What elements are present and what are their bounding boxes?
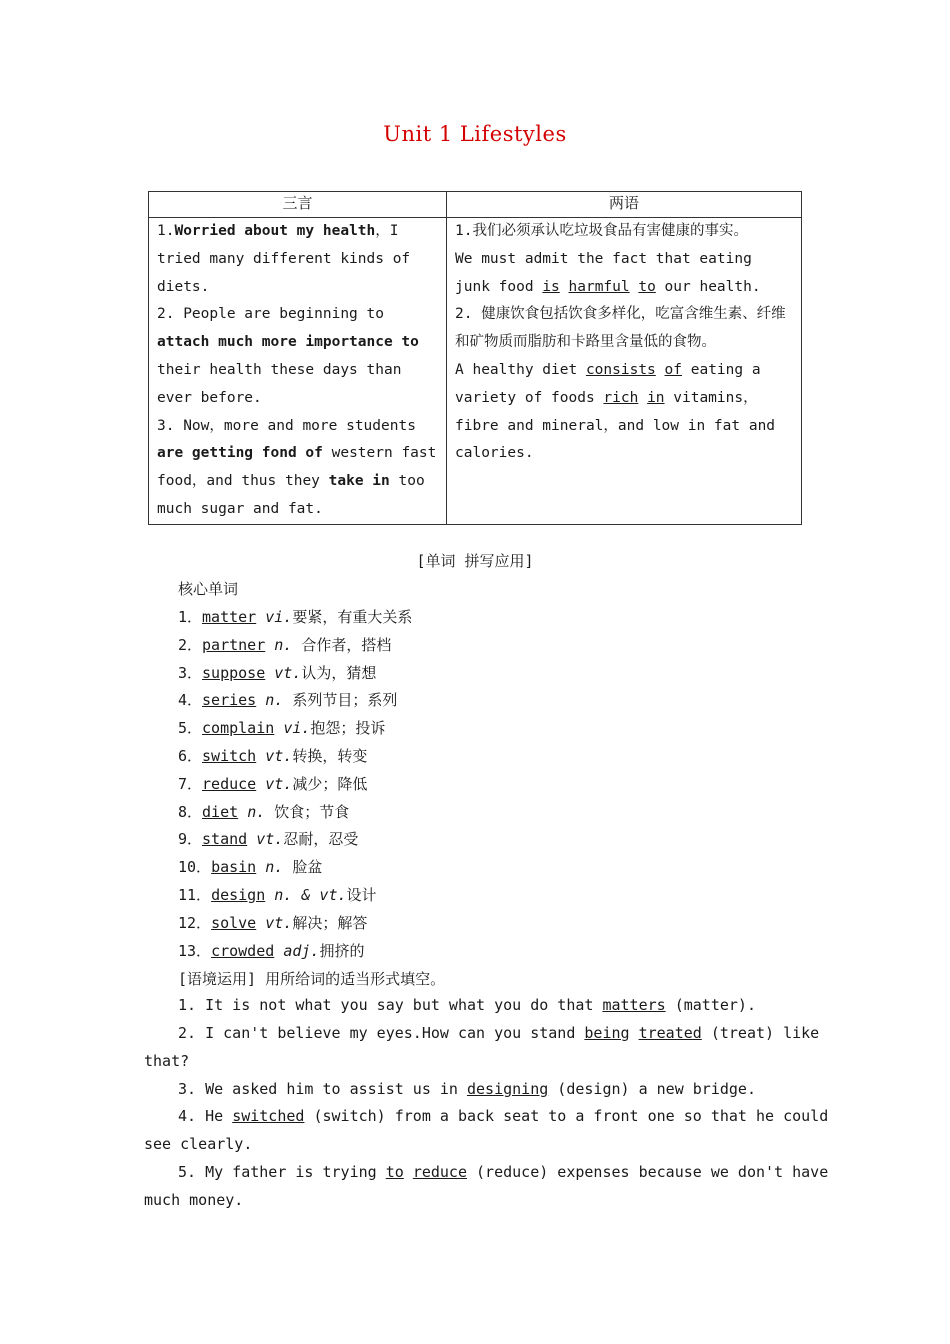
blank-answer: is: [542, 278, 560, 295]
part-of-speech: n. & vt.: [274, 886, 347, 904]
word-answer: basin: [211, 858, 257, 877]
word-meaning: 设计: [346, 886, 377, 904]
word-item: [178, 801, 349, 822]
part-of-speech: n.: [247, 802, 266, 821]
core-words-label: 核心单词: [178, 580, 239, 598]
part-of-speech: vt.: [256, 830, 284, 849]
exercise-5: 5. My father is trying to reduce (reduce) expenses because we don't have: [178, 1163, 829, 1181]
word-number: 11．: [178, 886, 212, 904]
blank-answer: consists: [585, 361, 656, 378]
word-answer: solve: [211, 913, 257, 932]
exercise-4-cont: see clearly.: [144, 1135, 253, 1153]
part-of-speech: n.: [265, 691, 284, 710]
exercise-5-cont: much money.: [144, 1191, 244, 1209]
word-meaning: 减少；降低: [292, 774, 368, 793]
word-answer: series: [202, 691, 257, 710]
part-of-speech: vi.: [283, 719, 311, 738]
exercise-2-cont: that?: [144, 1052, 190, 1070]
word-number: 12．: [178, 913, 212, 932]
answer: designing: [466, 1080, 549, 1098]
word-number: 5．: [178, 719, 203, 738]
exercise-1: 1. It is not what you say but what you do that matters (matter).: [178, 996, 756, 1014]
table-cell-right: [447, 218, 802, 525]
exercise-2: 2. I can't believe my eyes.How can you stand being treated (treat) like: [178, 1024, 820, 1042]
word-item: [178, 828, 358, 849]
word-meaning: 拥挤的: [319, 941, 365, 960]
word-item: [178, 856, 322, 877]
part-of-speech: vt.: [265, 774, 293, 793]
key-phrase: Worried about my health: [174, 223, 376, 239]
part-of-speech: vt.: [274, 663, 302, 682]
blank-answer: of: [664, 361, 682, 378]
blank-answer: harmful: [568, 278, 630, 295]
page-title: Unit 1 Lifestyles: [383, 122, 567, 146]
word-meaning: 忍耐，忍受: [283, 830, 359, 849]
word-number: 1．: [178, 608, 203, 626]
word-item: [178, 634, 391, 655]
answer: to: [385, 1163, 404, 1181]
word-meaning: 合作者，搭档: [292, 635, 392, 654]
word-answer: suppose: [202, 663, 266, 682]
word-answer: switch: [202, 747, 257, 765]
word-meaning: 认为，猜想: [301, 663, 377, 682]
word-meaning: 解决；解答: [292, 913, 368, 932]
table-header-left: 三言: [149, 192, 447, 218]
blank-answer: rich: [603, 389, 639, 406]
exercise-3: 3. We asked him to assist us in designing (design) a new bridge.: [178, 1080, 756, 1098]
word-number: 7．: [178, 774, 203, 793]
word-number: 6．: [178, 747, 203, 765]
word-meaning: 饮食；节食: [265, 802, 350, 821]
word-item: [178, 912, 367, 933]
answer: reduce: [412, 1163, 467, 1181]
answer: switched: [232, 1107, 305, 1125]
translation-1-en: We must admit the fact that eating junk food is harmful to our health.: [455, 250, 761, 295]
key-phrase: attach much more importance to: [157, 334, 419, 351]
translation-2-cn: 2. 健康饮食包括饮食多样化，吃富含维生素、纤维和矿物质而脂肪和卡路里含量低的食物。: [455, 306, 786, 351]
word-meaning: 系列节目；系列: [283, 691, 398, 710]
word-number: 10．: [178, 858, 212, 877]
word-answer: reduce: [202, 774, 257, 793]
exercise-4: 4. He switched (switch) from a back seat to a front one so that he could: [178, 1107, 829, 1125]
word-number: 3．: [178, 663, 203, 682]
word-answer: stand: [202, 830, 248, 849]
word-answer: design: [211, 886, 266, 904]
part-of-speech: vt.: [265, 747, 293, 765]
word-item: [178, 745, 367, 766]
word-answer: crowded: [211, 941, 275, 960]
answer: treated: [638, 1024, 702, 1042]
key-phrase: are getting fond of: [157, 445, 323, 462]
word-item: [178, 689, 397, 710]
part-of-speech: n.: [265, 858, 284, 877]
part-of-speech: n.: [274, 635, 293, 654]
word-number: 13．: [178, 941, 212, 960]
word-item: [178, 773, 367, 794]
blank-answer: to: [638, 278, 656, 295]
part-of-speech: vt.: [265, 913, 293, 932]
context-heading: [语境运用] 用所给词的适当形式填空。: [178, 970, 446, 988]
section-heading: [单词 拼写应用]: [416, 552, 534, 570]
word-number: 2．: [178, 635, 203, 654]
word-meaning: 转换，转变: [292, 747, 368, 765]
part-of-speech: adj.: [283, 941, 320, 960]
part-of-speech: vi.: [265, 608, 293, 626]
word-meaning: 抱怨；投诉: [310, 719, 386, 738]
word-number: 4．: [178, 691, 203, 710]
word-meaning: 脸盆: [283, 858, 323, 877]
word-answer: matter: [202, 608, 257, 626]
word-item: [178, 606, 412, 627]
word-answer: partner: [202, 635, 266, 654]
word-item: [178, 717, 385, 738]
phrase-table: [148, 191, 802, 525]
translation-2-en: A healthy diet consists of eating a variety of foods rich in vitamins，fibre and mineral，and low in fat and calories.: [455, 361, 776, 462]
word-item: [178, 940, 364, 961]
table-cell-left: [149, 218, 447, 525]
word-number: 9．: [178, 830, 203, 849]
table-header-right: 两语: [447, 192, 802, 218]
word-answer: diet: [202, 802, 239, 821]
sentence-1: 1.Worried about my health，I tried many different kinds of diets.: [157, 223, 411, 295]
answer: matters: [602, 996, 666, 1014]
blank-answer: in: [647, 389, 665, 406]
sentence-2: 2. People are beginning to attach much more importance to their health these days than ever before.: [157, 306, 419, 406]
word-item: [178, 662, 376, 683]
word-item: [178, 884, 377, 905]
word-meaning: 要紧，有重大关系: [292, 608, 413, 626]
translation-1-cn: 1.我们必须承认吃垃圾食品有害健康的事实。: [455, 223, 748, 239]
key-phrase: take in: [328, 473, 390, 490]
sentence-3: 3. Now，more and more students are getting fond of western fast food，and thus they take in too much sugar and fat.: [157, 417, 437, 517]
word-number: 8．: [178, 802, 203, 821]
answer: being: [584, 1024, 630, 1042]
word-answer: complain: [202, 719, 275, 738]
